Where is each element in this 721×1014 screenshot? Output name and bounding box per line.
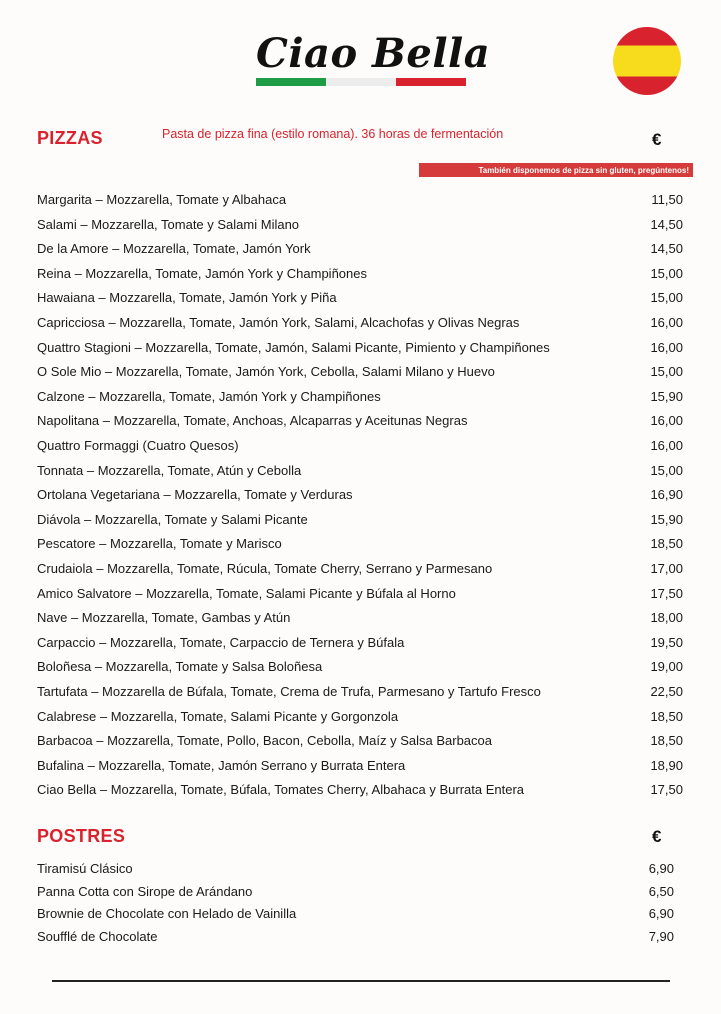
menu-item-price: 15,00 [650, 265, 683, 281]
menu-item-price: 15,90 [650, 388, 683, 404]
menu-item-name: Reina – Mozzarella, Tomate, Jamón York y Champiñones [37, 265, 367, 281]
menu-item-price: 18,00 [650, 610, 683, 626]
menu-item-name: Tiramisú Clásico [37, 861, 133, 876]
menu-item-row [0, 237, 721, 261]
menu-item-name: Bufalina – Mozzarella, Tomate, Jamón Serrano y Burrata Entera [37, 757, 406, 773]
menu-item-row [0, 188, 721, 212]
menu-item-name: De la Amore – Mozzarella, Tomate, Jamón York [37, 241, 311, 257]
menu-item-price: 15,90 [650, 511, 683, 527]
menu-item-name: Ciao Bella – Mozzarella, Tomate, Búfala, Tomates Cherry, Albahaca y Burrata Entera [37, 782, 525, 798]
menu-item-name: Nave – Mozzarella, Tomate, Gambas y Atún [37, 610, 291, 626]
menu-item-name: Carpaccio – Mozzarella, Tomate, Carpaccio de Ternera y Búfala [37, 634, 405, 650]
menu-item-price: 16,00 [650, 339, 683, 355]
menu-item-row [0, 680, 721, 704]
menu-item-price: 18,90 [650, 757, 683, 773]
postres-currency: € [652, 827, 662, 846]
menu-item-price: 19,50 [650, 634, 683, 650]
menu-item-row [0, 729, 721, 753]
menu-item-name: Panna Cotta con Sirope de Arándano [37, 883, 253, 899]
menu-item-row [0, 532, 721, 556]
menu-item-row [0, 902, 721, 926]
menu-item-name: Tonnata – Mozzarella, Tomate, Atún y Cebolla [37, 462, 302, 478]
menu-item-name: Calabrese – Mozzarella, Tomate, Salami Picante y Gorgonzola [37, 708, 399, 724]
menu-item-row [0, 311, 721, 335]
menu-item-name: Quattro Formaggi (Cuatro Quesos) [37, 438, 239, 453]
menu-item-name: Salami – Mozzarella, Tomate y Salami Milano [37, 216, 300, 232]
menu-item-row [0, 778, 721, 802]
menu-item-name: Barbacoa – Mozzarella, Tomate, Pollo, Bacon, Cebolla, Maíz y Salsa Barbacoa [37, 733, 492, 749]
stripe-white [326, 78, 396, 86]
menu-item-name: Quattro Stagioni – Mozzarella, Tomate, Jamón, Salami Picante, Pimiento y Champiñones [37, 339, 550, 355]
brand-title: Ciao Bella [256, 30, 491, 77]
italian-flag-stripe [256, 78, 466, 86]
menu-item-name: O Sole Mio – Mozzarella, Tomate, Jamón York, Cebolla, Salami Milano y Huevo [37, 364, 495, 380]
menu-item-price: 15,00 [650, 462, 683, 478]
menu-item-name: Soufflé de Chocolate [37, 929, 158, 945]
menu-item-name: Pescatore – Mozzarella, Tomate y Marisco [37, 536, 282, 552]
menu-item-row [0, 631, 721, 655]
menu-item-name: Margarita – Mozzarella, Tomate y Albahaca [37, 192, 287, 207]
menu-item-name: Crudaiola – Mozzarella, Tomate, Rúcula, Tomate Cherry, Serrano y Parmesano [37, 561, 493, 576]
pizzas-tagline: Pasta de pizza fina (estilo romana). 36 horas de fermentación [162, 127, 504, 141]
menu-item-price: 6,90 [648, 861, 674, 876]
menu-item-price: 16,00 [650, 413, 683, 429]
spain-flag-icon [613, 27, 681, 95]
menu-item-price: 18,50 [650, 733, 683, 749]
menu-item-row [0, 880, 721, 904]
menu-item-price: 17,50 [650, 782, 683, 798]
menu-item-name: Hawaiana – Mozzarella, Tomate, Jamón York y Piña [37, 290, 337, 306]
menu-item-row [0, 434, 721, 458]
menu-item-row [0, 606, 721, 630]
stripe-red [396, 78, 466, 86]
menu-item-row [0, 409, 721, 433]
menu-item-row [0, 213, 721, 237]
menu-item-row [0, 360, 721, 384]
menu-item-price: 18,50 [650, 708, 683, 724]
menu-item-price: 15,00 [650, 290, 683, 306]
menu-item-row [0, 582, 721, 606]
bottom-divider [52, 980, 670, 982]
menu-item-price: 15,00 [650, 364, 683, 380]
menu-item-row [0, 459, 721, 483]
menu-item-name: Diávola – Mozzarella, Tomate y Salami Picante [37, 511, 308, 527]
pizzas-title: PIZZAS [37, 128, 103, 148]
menu-item-name: Capricciosa – Mozzarella, Tomate, Jamón York, Salami, Alcachofas y Olivas Negras [37, 315, 520, 330]
menu-item-price: 14,50 [650, 216, 683, 232]
menu-item-row [0, 705, 721, 729]
pizzas-currency: € [652, 130, 662, 149]
menu-item-name: Amico Salvatore – Mozzarella, Tomate, Salami Picante y Búfala al Horno [37, 585, 456, 601]
menu-item-price: 16,00 [650, 438, 683, 453]
menu-item-row [0, 286, 721, 310]
menu-item-name: Tartufata – Mozzarella de Búfala, Tomate, Crema de Trufa, Parmesano y Tartufo Fresco [37, 684, 541, 699]
menu-item-name: Brownie de Chocolate con Helado de Vainilla [37, 906, 297, 922]
menu-item-row [0, 655, 721, 679]
menu-item-price: 22,50 [650, 684, 683, 699]
menu-item-price: 14,50 [650, 241, 683, 257]
menu-item-row [0, 754, 721, 778]
menu-item-name: Boloñesa – Mozzarella, Tomate y Salsa Boloñesa [37, 659, 323, 675]
menu-item-name: Napolitana – Mozzarella, Tomate, Anchoas, Alcaparras y Aceitunas Negras [37, 413, 468, 429]
menu-item-price: 11,50 [651, 192, 683, 207]
menu-item-row [0, 385, 721, 409]
gluten-free-note: También disponemos de pizza sin gluten, pregúntenos! [419, 163, 693, 177]
menu-item-price: 6,50 [648, 883, 674, 899]
menu-item-price: 17,50 [650, 585, 683, 601]
menu-item-price: 17,00 [650, 561, 683, 576]
stripe-green [256, 78, 326, 86]
menu-item-row [0, 557, 721, 581]
menu-item-price: 18,50 [650, 536, 683, 552]
menu-item-row [0, 483, 721, 507]
menu-item-price: 6,90 [648, 906, 674, 922]
menu-item-name: Calzone – Mozzarella, Tomate, Jamón York y Champiñones [37, 388, 381, 404]
menu-item-name: Ortolana Vegetariana – Mozzarella, Tomate y Verduras [37, 487, 353, 503]
menu-item-price: 7,90 [648, 929, 674, 945]
menu-item-row [0, 262, 721, 286]
menu-item-row [0, 857, 721, 881]
menu-item-price: 16,90 [650, 487, 683, 503]
menu-item-price: 16,00 [650, 315, 683, 330]
postres-title: POSTRES [37, 826, 126, 846]
menu-item-row [0, 925, 721, 949]
menu-item-row [0, 508, 721, 532]
menu-item-price: 19,00 [650, 659, 683, 675]
menu-item-row [0, 336, 721, 360]
